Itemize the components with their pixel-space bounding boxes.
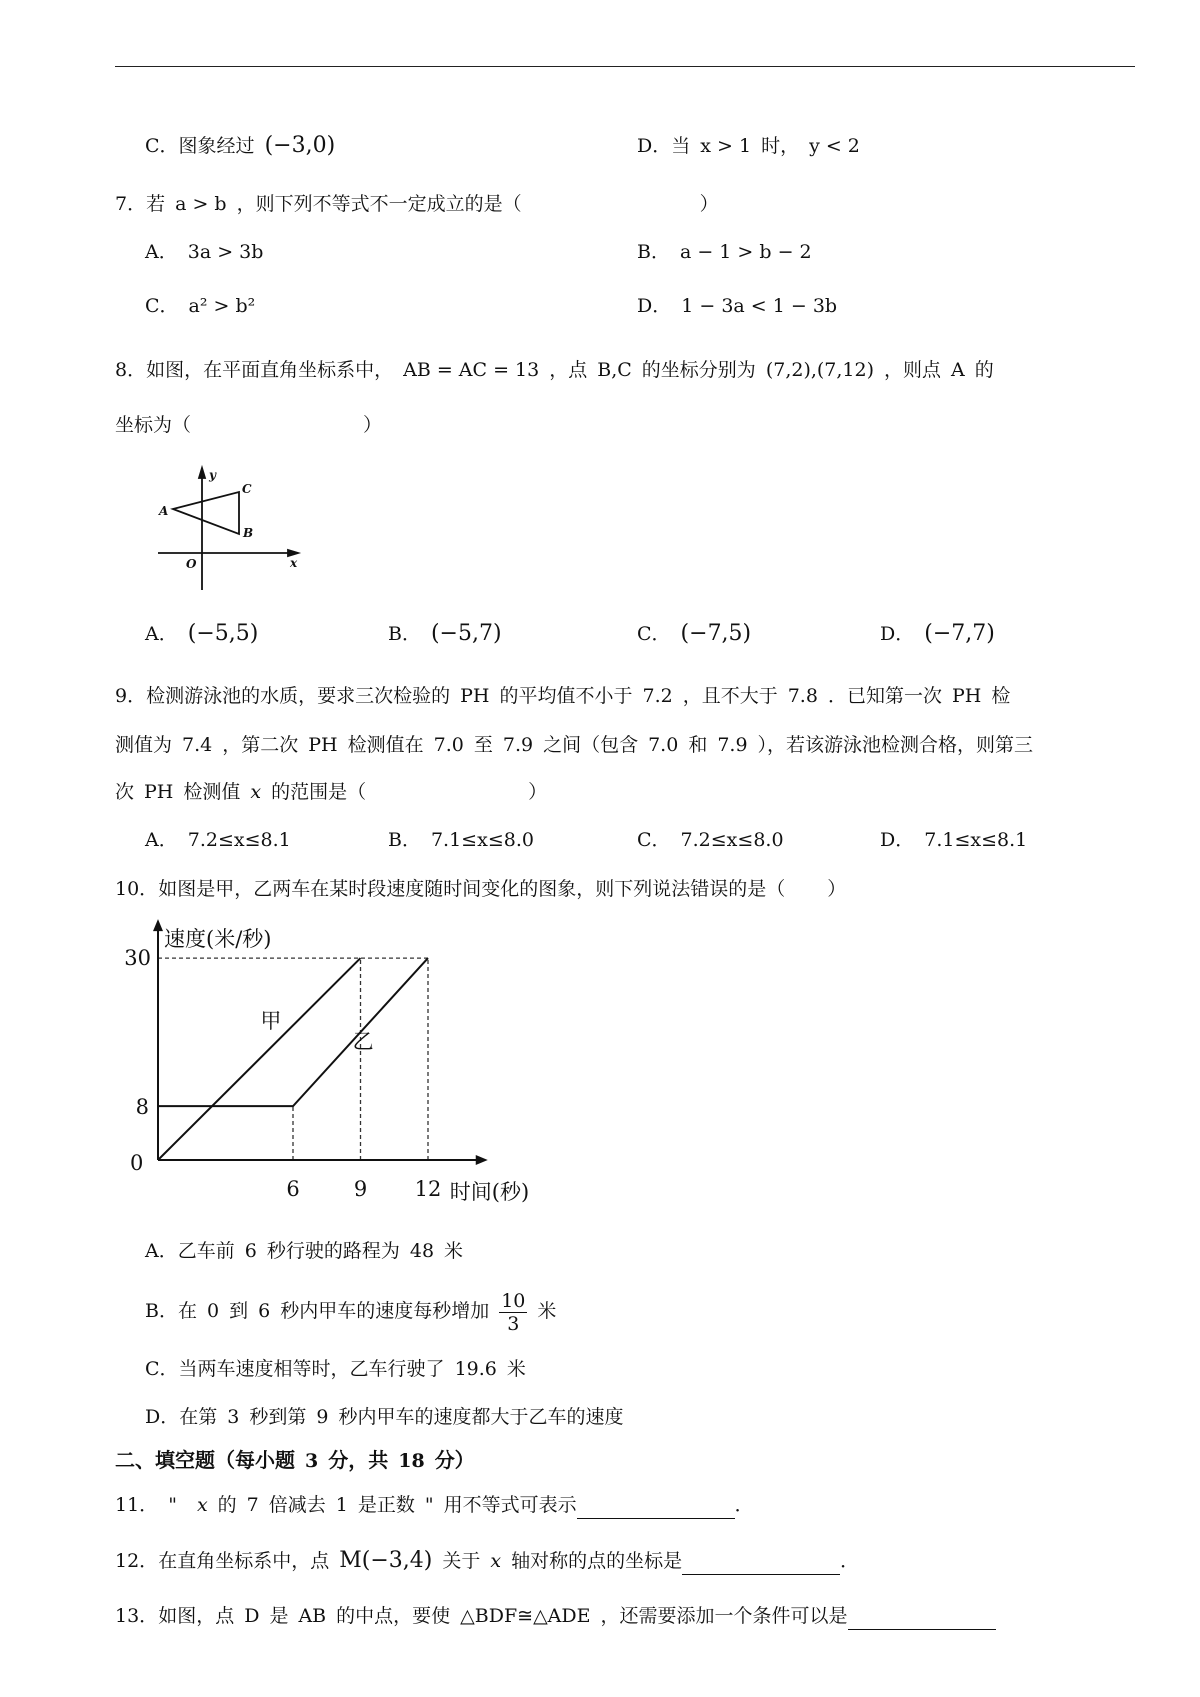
- stem-math: PH: [951, 685, 982, 707]
- heading-number: 18: [398, 1450, 425, 1472]
- option-math: 48: [409, 1240, 435, 1262]
- option-label: A．: [145, 829, 178, 851]
- q6-option-d: [637, 132, 870, 160]
- q11: [115, 1491, 754, 1519]
- fraction-denominator: 3: [507, 1312, 520, 1335]
- question-number: 10．: [115, 878, 159, 900]
- stem-text: 检测值: [183, 781, 241, 803]
- stem-text: ），若该游泳池检测合格，则第三: [757, 734, 1034, 756]
- fraction: [499, 1290, 527, 1335]
- heading-number: 3: [305, 1450, 319, 1472]
- option-text: 秒行驶的路程为: [266, 1240, 400, 1262]
- question-number: 9．: [115, 685, 147, 707]
- series-label-yi: 乙: [352, 1029, 374, 1054]
- stem-text: ）: [827, 878, 847, 900]
- option-math: 7.2≤x≤8.0: [680, 829, 784, 851]
- heading-text: 分）: [434, 1448, 475, 1472]
- option-label: D．: [637, 135, 672, 157]
- option-math: 3a > 3b: [187, 241, 264, 263]
- stem-text: 轴对称的点的坐标是: [511, 1550, 683, 1572]
- option-math: (−5,5): [187, 621, 259, 646]
- x-tick-label: 12: [414, 1177, 442, 1201]
- stem-math: 7.9: [502, 734, 534, 756]
- stem-text: ，第二次: [222, 734, 299, 756]
- q8-stem-line1: [115, 356, 994, 384]
- stem-math: 7.8: [787, 685, 818, 707]
- stem-text: 坐标为（: [115, 414, 192, 436]
- option-math: 0: [206, 1300, 220, 1322]
- stem-text: ，且不大于: [682, 685, 778, 707]
- option-math: 6: [244, 1240, 257, 1262]
- stem-text: ，还需要添加一个条件可以是: [600, 1605, 848, 1627]
- origin-label: 0: [130, 1151, 144, 1175]
- option-text: 图象经过: [178, 135, 255, 157]
- stem-text: 检测值在: [347, 734, 424, 756]
- stem-text: 检测游泳池的水质，要求三次检验的: [146, 685, 451, 707]
- option-math: 6: [258, 1300, 271, 1322]
- stem-text: ．: [840, 1550, 860, 1572]
- q9-stem-line1: [115, 682, 1010, 710]
- option-math: (−3,0): [264, 133, 336, 158]
- option-math: 7.1≤x≤8.1: [924, 829, 1028, 851]
- option-label: C．: [145, 135, 179, 157]
- option-label: A．: [145, 241, 178, 263]
- q7-option-b: [637, 238, 822, 266]
- stem-math: PH: [144, 781, 174, 803]
- stem-text: 若: [146, 193, 166, 215]
- answer-blank[interactable]: [848, 1607, 996, 1630]
- q8-option-a: [145, 620, 268, 648]
- stem-math: 1: [335, 1494, 348, 1516]
- stem-text: 是正数: [357, 1494, 415, 1516]
- x-tick-label: 9: [353, 1177, 368, 1201]
- stem-text: 的: [217, 1494, 237, 1516]
- fraction-numerator: 10: [501, 1289, 526, 1312]
- question-number: 8．: [115, 359, 147, 381]
- stem-text: ．已知第一次: [827, 685, 942, 707]
- option-math: (−7,7): [924, 621, 995, 646]
- stem-text: 之间（包含: [543, 734, 639, 756]
- q9-option-b: [388, 826, 544, 854]
- y-tick-label: 8: [135, 1095, 149, 1120]
- x-axis-label: x: [290, 556, 298, 570]
- q9-option-c: [637, 826, 794, 854]
- stem-text: 和: [688, 734, 708, 756]
- stem-text: 倍减去: [268, 1494, 326, 1516]
- option-label: C．: [637, 829, 671, 851]
- q9-option-d: [880, 826, 1037, 854]
- answer-blank[interactable]: [577, 1496, 735, 1519]
- option-label: D．: [880, 829, 915, 851]
- option-text: 在第: [179, 1406, 218, 1428]
- question-number: 7．: [115, 193, 147, 215]
- stem-text: 次: [115, 781, 135, 803]
- y-axis-arrow: [153, 919, 163, 931]
- series-line-0: [158, 958, 361, 1160]
- stem-text: 的平均值不小于: [499, 685, 633, 707]
- heading-text: 二、填空题（每小题: [115, 1448, 295, 1472]
- x-axis-title: 时间(秒): [449, 1180, 530, 1204]
- option-math: y < 2: [809, 135, 860, 157]
- q12: [115, 1547, 859, 1575]
- q10-option-d: [145, 1403, 623, 1431]
- option-text: 秒到第: [249, 1406, 307, 1428]
- stem-math: x: [490, 1550, 502, 1572]
- x-axis-arrow: [476, 1155, 488, 1165]
- option-label: D．: [637, 295, 672, 317]
- stem-math: 7.4: [182, 734, 213, 756]
- option-math: x > 1: [700, 135, 752, 157]
- q10-option-a: [145, 1237, 463, 1265]
- stem-text: ）: [699, 193, 719, 215]
- q10-option-b: [145, 1283, 556, 1339]
- stem-text: 是: [269, 1605, 289, 1627]
- option-math: a² > b²: [188, 295, 256, 317]
- option-math: 7.1≤x≤8.0: [430, 829, 534, 851]
- stem-text: 在直角坐标系中，点: [158, 1550, 330, 1572]
- q9-stem-line2: [115, 731, 1033, 759]
- q13: [115, 1602, 996, 1630]
- q7-option-d: [637, 292, 847, 320]
- stem-text: ": [424, 1494, 434, 1516]
- q8-option-c: [637, 620, 761, 648]
- stem-text: ）: [528, 781, 548, 803]
- stem-text: ）: [363, 414, 383, 436]
- option-math: 9: [316, 1406, 329, 1428]
- stem-math: x: [250, 781, 262, 803]
- stem-text: 的范围是（: [271, 781, 367, 803]
- stem-math: AB = AC = 13: [403, 359, 540, 381]
- stem-math: M(−3,4): [339, 1548, 433, 1573]
- stem-math: PH: [460, 685, 490, 707]
- question-number: 12．: [115, 1550, 159, 1572]
- stem-math: D: [244, 1605, 260, 1627]
- option-label: B．: [637, 241, 670, 263]
- speed-time-chart: [115, 918, 545, 1218]
- stem-math: 7.9: [717, 734, 748, 756]
- option-text: 秒内甲车的速度每秒增加: [280, 1300, 490, 1322]
- stem-text: 关于: [442, 1550, 481, 1572]
- stem-text: 的: [974, 359, 994, 381]
- answer-blank[interactable]: [682, 1552, 840, 1575]
- q8-triangle-figure: [150, 462, 310, 597]
- x-tick-label: 6: [286, 1177, 300, 1201]
- question-number: 13．: [115, 1605, 159, 1627]
- q8-option-d: [880, 620, 1005, 648]
- series-line-1: [158, 958, 428, 1106]
- option-label: C．: [637, 623, 671, 645]
- stem-text: 测值为: [115, 734, 173, 756]
- option-label: C．: [145, 295, 179, 317]
- question-number: 11．: [115, 1494, 159, 1516]
- option-label: A．: [145, 623, 178, 645]
- option-label: A．: [145, 1240, 178, 1262]
- stem-text: 检: [991, 685, 1011, 707]
- option-text: 时，: [761, 135, 800, 157]
- option-text: 米: [537, 1300, 557, 1322]
- option-label: B．: [388, 623, 421, 645]
- option-math: 19.6: [454, 1358, 497, 1380]
- chart-axes: [153, 919, 488, 1165]
- option-text: 在: [177, 1300, 197, 1322]
- point-a-label: A: [159, 504, 169, 518]
- stem-text: 至: [473, 734, 493, 756]
- y-axis-label: y: [209, 468, 216, 482]
- stem-text: ": [168, 1494, 177, 1516]
- option-label: B．: [388, 829, 421, 851]
- option-label: D．: [145, 1406, 180, 1428]
- stem-math: 7.2: [642, 685, 673, 707]
- stem-text: 用不等式可表示: [443, 1494, 577, 1516]
- stem-text: ，点: [549, 359, 588, 381]
- origin-label: O: [186, 557, 197, 571]
- stem-text: 的坐标分别为: [641, 359, 756, 381]
- option-math: a − 1 > b − 2: [679, 241, 812, 263]
- option-text: 当两车速度相等时，乙车行驶了: [178, 1358, 445, 1380]
- option-math: 1 − 3a < 1 − 3b: [681, 295, 838, 317]
- option-math: 3: [227, 1406, 240, 1428]
- option-label: D．: [880, 623, 915, 645]
- stem-text: 如图，在平面直角坐标系中，: [146, 359, 394, 381]
- triangle-abc: [173, 492, 239, 534]
- stem-math: 7: [246, 1494, 259, 1516]
- q10-stem: [115, 875, 846, 903]
- stem-math: A: [951, 359, 965, 381]
- q7-option-c: [145, 292, 265, 320]
- chart-guides: [158, 958, 428, 1160]
- point-b-label: B: [243, 526, 254, 540]
- q10-option-c: [145, 1355, 526, 1383]
- q9-option-a: [145, 826, 301, 854]
- header-rule: [115, 66, 1135, 67]
- section-2-heading: [115, 1444, 475, 1473]
- option-text: 秒内甲车的速度都大于乙车的速度: [338, 1406, 624, 1428]
- y-tick-label: 30: [124, 946, 151, 971]
- stem-text: 如图是甲，乙两车在某时段速度随时间变化的图象，则下列说法错误的是（: [158, 878, 786, 900]
- stem-math: AB: [298, 1605, 327, 1627]
- stem-math: 7.0: [648, 734, 679, 756]
- stem-math: B,C: [597, 359, 632, 381]
- option-math: (−7,5): [680, 621, 752, 646]
- option-math: (−5,7): [430, 621, 502, 646]
- option-label: B．: [145, 1300, 178, 1322]
- q7-stem: [115, 190, 719, 218]
- stem-text: ，则下列不等式不一定成立的是（: [236, 193, 522, 215]
- stem-math: x: [196, 1494, 208, 1516]
- series-label-jia: 甲: [260, 1009, 282, 1034]
- q6-option-c: [145, 132, 345, 160]
- option-text: 乙车前: [177, 1240, 235, 1262]
- q9-stem-line3: [115, 778, 547, 806]
- stem-text: 如图，点: [158, 1605, 235, 1627]
- q8-stem-line2: [115, 411, 382, 439]
- option-text: 米: [444, 1240, 464, 1262]
- q7-option-a: [145, 238, 273, 266]
- stem-math: (7,2),(7,12): [765, 359, 875, 381]
- stem-text: 的中点，要使: [336, 1605, 451, 1627]
- option-math: 7.2≤x≤8.1: [187, 829, 291, 851]
- option-text: 米: [506, 1358, 526, 1380]
- option-text: 到: [229, 1300, 249, 1322]
- stem-math: PH: [308, 734, 338, 756]
- y-axis-title: 速度(米/秒): [164, 927, 272, 951]
- q8-option-b: [388, 620, 512, 648]
- stem-math: a > b: [175, 193, 227, 215]
- point-c-label: C: [242, 482, 252, 496]
- stem-text: ，则点: [884, 359, 942, 381]
- y-axis-arrow: [199, 468, 205, 478]
- stem-math: 7.0: [433, 734, 464, 756]
- option-label: C．: [145, 1358, 179, 1380]
- heading-text: 分，共: [328, 1448, 389, 1472]
- option-text: 当: [671, 135, 691, 157]
- stem-text: ．: [734, 1494, 754, 1516]
- stem-math: △BDF≅△ADE: [460, 1605, 591, 1627]
